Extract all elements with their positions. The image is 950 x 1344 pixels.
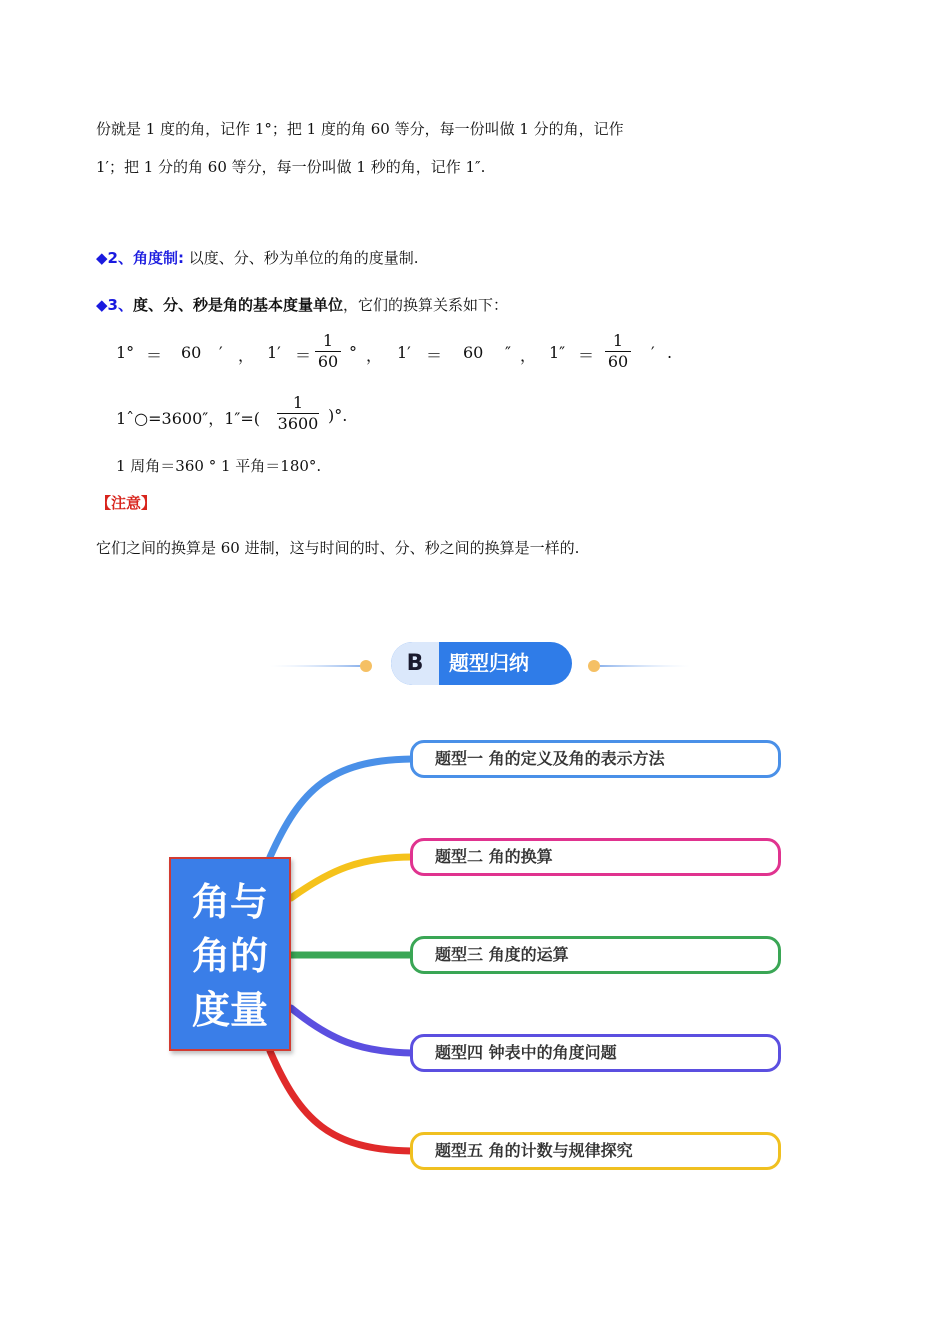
f1-c: ′ xyxy=(219,343,223,362)
frac1-numerator: 1 xyxy=(322,331,334,350)
point-2-text: 以度、分、秒为单位的角的度量制. xyxy=(188,249,419,267)
f1-h: ″ xyxy=(505,343,511,362)
center-line-3: 度量 xyxy=(191,988,268,1032)
f1-f: 1′ xyxy=(397,343,411,362)
f1-d: 1′ xyxy=(267,343,281,362)
f1-i: 1″ xyxy=(549,343,566,362)
f1-sep2: ， xyxy=(366,346,383,365)
branch-2 xyxy=(291,857,412,898)
topic-node-1[interactable]: 题型一 角的定义及角的表示方法 xyxy=(410,740,781,778)
point-2-marker: ◆2、 xyxy=(96,249,133,267)
note-text: 它们之间的换算是 60 进制，这与时间的时、分、秒之间的换算是一样的. xyxy=(96,539,580,557)
f1-eq2: ＝ xyxy=(295,346,312,365)
intro-line-2: 1′；把 1 分的角 60 等分，每一份叫做 1 秒的角，记作 1″. xyxy=(96,158,486,176)
point-3-term: 度、分、秒是角的基本度量单位 xyxy=(132,296,343,314)
center-line-2: 角的 xyxy=(191,934,268,978)
f1-g: 60 xyxy=(463,343,484,362)
point-3-marker: ◆3、 xyxy=(96,296,133,314)
frac2-numerator: 1 xyxy=(612,331,624,350)
section-badge: B xyxy=(391,642,439,685)
section-title: 题型归纳 xyxy=(449,651,529,675)
f1-sep3: ， xyxy=(520,346,537,365)
f1-j: ′ xyxy=(651,343,655,362)
mindmap-center xyxy=(169,857,291,1051)
f1-eq4: ＝ xyxy=(578,346,595,365)
f1-end: . xyxy=(667,343,673,362)
f1-e: ° xyxy=(349,343,357,362)
f2-right: )°. xyxy=(328,406,348,425)
frac3-numerator: 1 xyxy=(292,393,304,412)
branch-4 xyxy=(291,1008,412,1053)
topic-node-3[interactable]: 题型三 角度的运算 xyxy=(410,936,781,974)
f1-a: 1° xyxy=(116,343,135,362)
intro-line-1: 份就是 1 度的角，记作 1°；把 1 度的角 60 等分，每一份叫做 1 分的角，记作 xyxy=(96,120,624,138)
f1-sep1: ， xyxy=(238,346,255,365)
f1-eq3: ＝ xyxy=(426,346,443,365)
formula-row-3: 1 周角＝360 ° 1 平角＝180°. xyxy=(116,457,322,475)
note-label: 【注意】 xyxy=(96,494,157,512)
f2-left: 1ˆ○=3600″，1″=( xyxy=(116,409,261,428)
topic-node-2[interactable]: 题型二 角的换算 xyxy=(410,838,781,876)
topic-node-5[interactable]: 题型五 角的计数与规律探究 xyxy=(410,1132,781,1170)
branch-1 xyxy=(270,759,412,857)
branch-5 xyxy=(270,1051,412,1151)
topic-node-4[interactable]: 题型四 钟表中的角度问题 xyxy=(410,1034,781,1072)
f1-eq1: ＝ xyxy=(146,346,163,365)
f1-b: 60 xyxy=(181,343,202,362)
point-2-term: 角度制: xyxy=(132,249,184,267)
center-line-1: 角与 xyxy=(191,880,268,924)
frac2-denominator: 60 xyxy=(607,352,629,371)
frac1-denominator: 60 xyxy=(317,352,339,371)
point-3-text: ，它们的换算关系如下： xyxy=(343,296,509,314)
frac3-denominator: 3600 xyxy=(277,414,319,433)
